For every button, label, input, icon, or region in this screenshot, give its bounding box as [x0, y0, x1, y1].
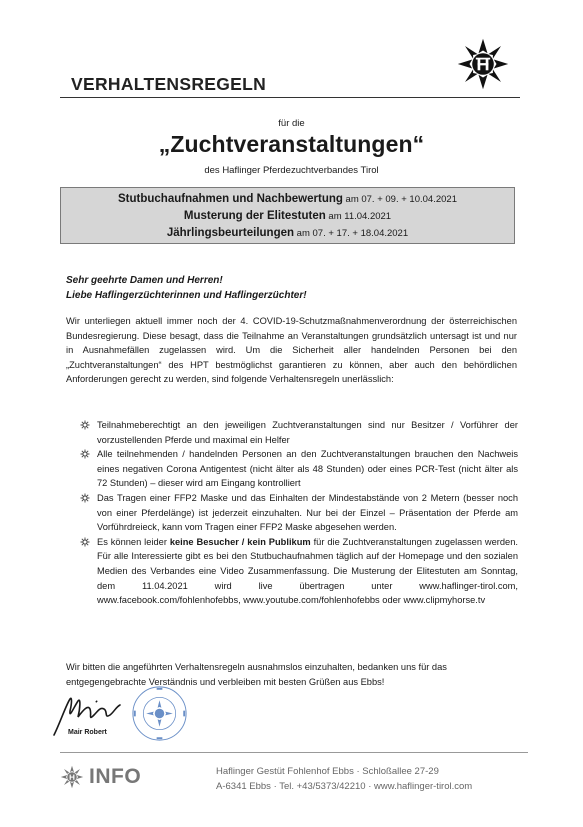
- rule-item: Das Tragen einer FFP2 Maske und das Einhalten der Mindestabstände von 2 Metern (besser noch von einer Pferdelänge) ist jederzeit einzuhalten. Nur bei der Einzel – Präsentation der Pferde am Vorführdreieck, kann vom Tragen einer FFP2 Maske abgesehen werden.: [80, 491, 518, 535]
- intro-paragraph: Wir unterliegen aktuell immer noch der 4. COVID-19-Schutzmaßnahmenverordnung der österreichischen Bundesregierung. Diese besagt, dass die Teilnahme an Veranstaltungen grundsätzlich untersagt ist und nur in Ausnahmefällen zugelassen wird. Um die Sicherheit aller handelnden Personen bei den „Zuchtveranstaltungen“ des HPT bestmöglichst garantieren zu können, aber auch den behördlichen Anforderungen gerecht zu werden, sind folgende Verhaltensregeln unerlässlich:: [66, 316, 517, 385]
- title-divider: [60, 97, 520, 98]
- rule-item: Teilnahmeberechtigt an den jeweiligen Zuchtveranstaltungen sind nur Besitzer / Vorführer der vorzustellenden Pferde und maximal ein Helfer: [80, 418, 518, 447]
- haflinger-edelweiss-logo-icon: [456, 36, 510, 92]
- dates-box: [60, 187, 515, 244]
- footer-address-line-1: Haflinger Gestüt Fohlenhof Ebbs · Schloßallee 27-29: [216, 766, 439, 777]
- event-heading: „Zuchtveranstaltungen“: [158, 131, 425, 157]
- greeting-line-1: Sehr geehrte Damen und Herren!: [66, 275, 223, 286]
- footer-divider: [60, 752, 528, 753]
- rule-item: Es können leider keine Besucher / kein Publikum für die Zuchtveranstaltungen zugelassen werden. Für alle Interessierte gibt es bei den Stutbuchaufnahmen täglich auf der Homepage und den sozialen Medien des Verbandes eine Video Zusammenfassung. Die Musterung der Elitestuten am Sonntag, dem 11.04.2021 wird live übertragen unter www.haflinger-tirol.com, www.facebook.com/fohlenhofebbs, www.youtube.com/fohlenhofebbs oder www.clipmyhorse.tv: [80, 535, 518, 608]
- edelweiss-bullet-icon: [80, 493, 90, 503]
- edelweiss-bullet-icon: [80, 537, 90, 547]
- page-title: VERHALTENSREGELN: [71, 74, 267, 94]
- footer-logo-icon: [60, 765, 84, 789]
- date-line-elitestuten: Musterung der Elitestuten am 11.04.2021: [183, 210, 392, 222]
- organization-subtitle: des Haflinger Pferdezuchtverbandes Tirol: [204, 165, 379, 176]
- greeting-line-2: Liebe Haflingerzüchterinnen und Haflingerzüchter!: [66, 290, 307, 301]
- date-line-jaehrlinge: Jährlingsbeurteilungen am 07. + 17. + 18.04.2021: [166, 227, 409, 239]
- association-stamp-icon: [131, 685, 188, 742]
- footer-info-label: INFO: [89, 765, 142, 788]
- rule-item: Alle teilnehmenden / handelnden Personen an den Zuchtveranstaltungen brauchen den Nachweis eines negativen Corona Antigentest (nicht älter als 48 Stunden) oder eines PCR-Test (nicht älter als 72 Stunden) – dieser wird am Eingang kontrolliert: [80, 447, 518, 491]
- closing-paragraph: Wir bitten die angeführten Verhaltensregeln ausnahmslos einzuhalten, bedanken uns für das entgegengebrachte Verständnis und verbleiben mit besten Grüßen aus Ebbs!: [66, 662, 447, 687]
- rules-list: [80, 418, 518, 608]
- greeting: [66, 273, 307, 303]
- edelweiss-bullet-icon: [80, 420, 90, 430]
- signatory-name: Mair Robert: [68, 729, 107, 736]
- edelweiss-bullet-icon: [80, 449, 90, 459]
- intro-for: für die: [278, 118, 305, 129]
- date-line-stutbuch: Stutbuchaufnahmen und Nachbewertung am 07. + 09. + 10.04.2021: [118, 193, 457, 205]
- footer-address-line-2: A-6341 Ebbs · Tel. +43/5373/42210 · www.haflinger-tirol.com: [216, 781, 473, 792]
